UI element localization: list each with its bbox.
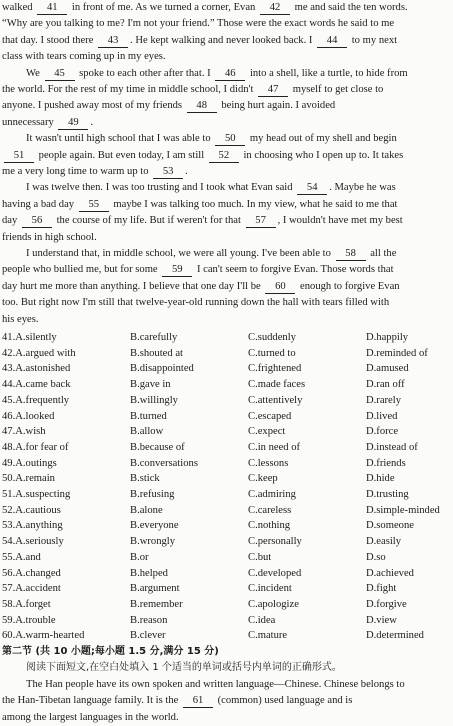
passage-line	[0, 148, 453, 164]
blank-number: 44	[317, 34, 347, 48]
option-d: D.rarely	[366, 394, 401, 406]
option-b: B.disappointed	[130, 363, 194, 375]
option-c: C.incident	[248, 583, 292, 595]
passage-text: enough to forgive Evan	[297, 280, 400, 292]
option-d: D.friends	[366, 457, 406, 469]
option-row	[0, 361, 453, 377]
option-c: C.keep	[248, 473, 278, 485]
option-b: B.clever	[130, 630, 166, 642]
option-c: C.attentively	[248, 394, 303, 406]
option-b: B.turned	[130, 410, 167, 422]
option-d: D.fight	[366, 583, 397, 595]
option-a: 60.A.warm-hearted	[2, 630, 85, 642]
option-a: 58.A.forget	[2, 598, 51, 610]
option-row	[0, 613, 453, 629]
option-b: B.wrongly	[130, 536, 176, 548]
option-a: 50.A.remain	[2, 473, 55, 485]
option-c: C.idea	[248, 614, 276, 626]
section-instruction: 阅读下面短文,在空白处填入 1 个适当的单词或括号内单词的正确形式。	[26, 662, 342, 674]
option-a: 51.A.suspecting	[2, 489, 71, 500]
passage-line	[0, 49, 453, 65]
passage-text: day	[2, 215, 20, 227]
passage-line	[0, 197, 453, 213]
option-row	[0, 518, 453, 534]
option-c: C.personally	[248, 536, 302, 548]
blank-number: 48	[187, 99, 217, 113]
passage-text: people who bullied me, but for some	[2, 264, 161, 276]
option-d: D.so	[366, 551, 386, 563]
option-d: D.happily	[366, 332, 409, 343]
option-b: B.alone	[130, 504, 163, 516]
option-c: C.expect	[248, 426, 286, 438]
option-a: 45.A.frequently	[2, 394, 70, 406]
blank-number: 45	[45, 67, 75, 81]
option-row	[0, 487, 453, 503]
blank-number: 43	[98, 34, 128, 48]
option-d: D.trusting	[366, 489, 409, 500]
blank-number: 41	[37, 1, 67, 15]
passage-text: my head out of my shell and begin	[247, 133, 397, 145]
option-row	[0, 330, 453, 346]
option-a: 44.A.came back	[2, 379, 71, 391]
option-d: D.easily	[366, 536, 402, 548]
passage-text: into a shell, like a turtle, to hide from	[247, 67, 408, 79]
option-b: B.conversations	[130, 457, 198, 469]
option-a: 49.A.outings	[2, 457, 57, 469]
option-a: 59.A.trouble	[2, 614, 56, 626]
option-a: 41.A.silently	[2, 332, 57, 343]
option-a: 42.A.argued with	[2, 347, 76, 359]
passage-line	[0, 82, 453, 98]
option-row	[0, 377, 453, 393]
passage-line	[0, 246, 453, 262]
passage-text: spoke to each other after that. I	[76, 67, 214, 79]
option-c: C.escaped	[248, 410, 292, 422]
option-b: B.helped	[130, 567, 168, 579]
passage-text: friends in high school.	[2, 231, 97, 243]
blank-number: 53	[153, 165, 183, 179]
blank-number: 46	[215, 67, 245, 81]
passage-line	[0, 262, 453, 278]
passage-text: walked	[2, 2, 36, 13]
option-row	[0, 346, 453, 362]
blank-number: 60	[265, 280, 295, 294]
option-c: C.nothing	[248, 520, 291, 532]
passage-text: It wasn't until high school that I was able to	[26, 133, 214, 145]
option-d: D.hide	[366, 473, 395, 485]
option-b: B.allow	[130, 426, 164, 438]
option-a: 48.A.for fear of	[2, 441, 69, 453]
blank-number: 52	[209, 149, 239, 163]
option-d: D.ran off	[366, 379, 405, 391]
blank-number: 42	[260, 1, 290, 15]
passage-text: people again. But even today, I am still	[36, 149, 207, 161]
option-a: 53.A.anything	[2, 520, 63, 532]
passage-line	[0, 66, 453, 82]
blank-number: 58	[336, 247, 366, 261]
option-a: 54.A.seriously	[2, 536, 64, 548]
option-b: B.because of	[130, 441, 185, 453]
passage-line	[0, 164, 453, 180]
blank-number: 61	[183, 694, 213, 708]
passage-text: me a very long time to warm up to	[2, 166, 152, 177]
passage-text: We	[26, 67, 43, 79]
option-c: C.careless	[248, 504, 292, 516]
blank-number: 49	[58, 116, 88, 130]
passage-text: me and said the ten words.	[291, 2, 408, 13]
option-d: D.amused	[366, 363, 409, 375]
option-b: B.remember	[130, 598, 183, 610]
passage-text: . He kept walking and never looked back. I	[130, 34, 316, 46]
option-d: D.forgive	[366, 598, 407, 610]
option-b: B.willingly	[130, 394, 178, 406]
passage-text: I can't seem to forgive Evan. Those words that	[194, 264, 394, 276]
passage-text: . Maybe he was	[329, 182, 396, 194]
option-row	[0, 534, 453, 550]
passage-text: .	[90, 116, 94, 128]
option-d: D.achieved	[366, 567, 414, 579]
passage-text: “Why are you talking to me? I'm not your friend.” Those were the exact words he said to me	[2, 18, 395, 30]
passage-text: unnecessary	[2, 116, 57, 128]
blank-number: 56	[22, 214, 52, 228]
option-b: B.shouted at	[130, 347, 183, 359]
passage-text: (common) used language and is	[214, 695, 353, 707]
option-d: D.lived	[366, 410, 398, 422]
passage-text: that day. I stood there	[2, 34, 97, 46]
option-row	[0, 456, 453, 472]
passage-text: in front of me. As we turned a corner, Evan	[69, 2, 258, 13]
passage-text: his eyes.	[2, 313, 39, 325]
option-c: C.but	[248, 551, 272, 563]
blank-number: 54	[297, 181, 327, 195]
passage-text: I understand that, in middle school, we were all young. I've been able to	[26, 248, 334, 259]
passage-line	[0, 115, 453, 131]
passage-line	[0, 230, 453, 246]
passage-line	[0, 677, 453, 693]
passage-text: , I wouldn't have met my best	[277, 215, 403, 227]
passage-line	[0, 279, 453, 295]
section-heading: 第二节 (共 10 小题;每小题 1.5 分,满分 15 分)	[2, 646, 219, 657]
option-c: C.in need of	[248, 441, 301, 453]
passage-line	[0, 33, 453, 49]
passage-text: the course of my life. But if weren't for that	[53, 215, 244, 227]
option-row	[0, 471, 453, 487]
passage-text: too. But right now I'm still that twelve-year-old running down the hall with tears filled with	[2, 297, 390, 309]
passage-text: the world. For the rest of my time in middle school, I didn't	[2, 84, 257, 95]
passage-text: .	[185, 166, 188, 177]
passage-text: having a bad day	[2, 198, 77, 210]
blank-number: 50	[215, 132, 245, 146]
option-c: C.admiring	[248, 489, 296, 500]
option-c: C.frightened	[248, 363, 302, 375]
option-a: 43.A.astonished	[2, 363, 71, 375]
option-b: B.stick	[130, 473, 160, 485]
passage-line	[0, 312, 453, 328]
option-d: D.view	[366, 614, 397, 626]
passage-text: class with tears coming up in my eyes.	[2, 51, 166, 63]
option-b: B.or	[130, 551, 149, 563]
passage-line	[0, 710, 453, 726]
option-a: 46.A.looked	[2, 410, 55, 422]
passage-line	[0, 295, 453, 311]
option-b: B.argument	[130, 583, 180, 595]
blank-number: 55	[79, 198, 109, 212]
option-c: C.made faces	[248, 379, 306, 391]
option-c: C.mature	[248, 630, 288, 642]
option-b: B.refusing	[130, 489, 175, 500]
passage-text: all the	[367, 248, 397, 259]
option-row	[0, 503, 453, 519]
option-d: D.instead of	[366, 441, 418, 453]
option-b: B.everyone	[130, 520, 179, 532]
option-b: B.gave in	[130, 379, 171, 391]
blank-number: 47	[258, 83, 288, 97]
passage-line	[0, 131, 453, 147]
passage-text: The Han people have its own spoken and written language—Chinese. Chinese belongs to	[26, 678, 405, 690]
option-b: B.reason	[130, 614, 168, 626]
option-c: C.suddenly	[248, 332, 296, 343]
blank-number: 51	[4, 149, 34, 163]
passage-line	[0, 693, 453, 709]
option-row	[0, 393, 453, 409]
option-row	[0, 581, 453, 597]
blank-number: 59	[162, 263, 192, 277]
option-c: C.apologize	[248, 598, 299, 610]
option-a: 56.A.changed	[2, 567, 61, 579]
option-row	[0, 566, 453, 582]
passage-line	[0, 98, 453, 114]
passage-line	[0, 16, 453, 32]
passage-text: day hurt me more than anything. I believe that one day I'll be	[2, 280, 264, 292]
option-a: 55.A.and	[2, 551, 41, 563]
passage-text: in choosing who I open up to. It takes	[240, 149, 404, 161]
passage-line	[0, 213, 453, 229]
passage-text: to my next	[349, 34, 398, 46]
option-d: D.determined	[366, 630, 424, 642]
option-a: 47.A.wish	[2, 426, 46, 438]
option-row	[0, 409, 453, 425]
option-d: D.someone	[366, 520, 414, 532]
option-b: B.carefully	[130, 332, 178, 343]
option-d: D.force	[366, 426, 399, 438]
passage-text: among the largest languages in the world.	[2, 711, 179, 723]
option-d: D.reminded of	[366, 347, 428, 359]
option-row	[0, 597, 453, 613]
passage-text: I was twelve then. I was too trusting and I took what Evan said	[26, 182, 296, 194]
option-a: 57.A.accident	[2, 583, 61, 595]
passage-line	[0, 0, 453, 16]
option-row	[0, 424, 453, 440]
option-row	[0, 440, 453, 456]
option-a: 52.A.cautious	[2, 504, 61, 516]
option-row	[0, 628, 453, 644]
passage-text: the Han-Tibetan language family. It is the	[2, 695, 181, 707]
option-row	[0, 550, 453, 566]
passage-text: anyone. I pushed away most of my friends	[2, 100, 185, 112]
passage-text: being hurt again. I avoided	[218, 100, 336, 112]
passage-line	[0, 180, 453, 196]
option-c: C.developed	[248, 567, 302, 579]
option-c: C.turned to	[248, 347, 296, 359]
option-c: C.lessons	[248, 457, 289, 469]
option-d: D.simple-minded	[366, 504, 440, 516]
passage-text: myself to get close to	[290, 84, 384, 95]
blank-number: 57	[246, 214, 276, 228]
passage-text: maybe I was talking too much. In my view, what he said to me that	[110, 198, 398, 210]
